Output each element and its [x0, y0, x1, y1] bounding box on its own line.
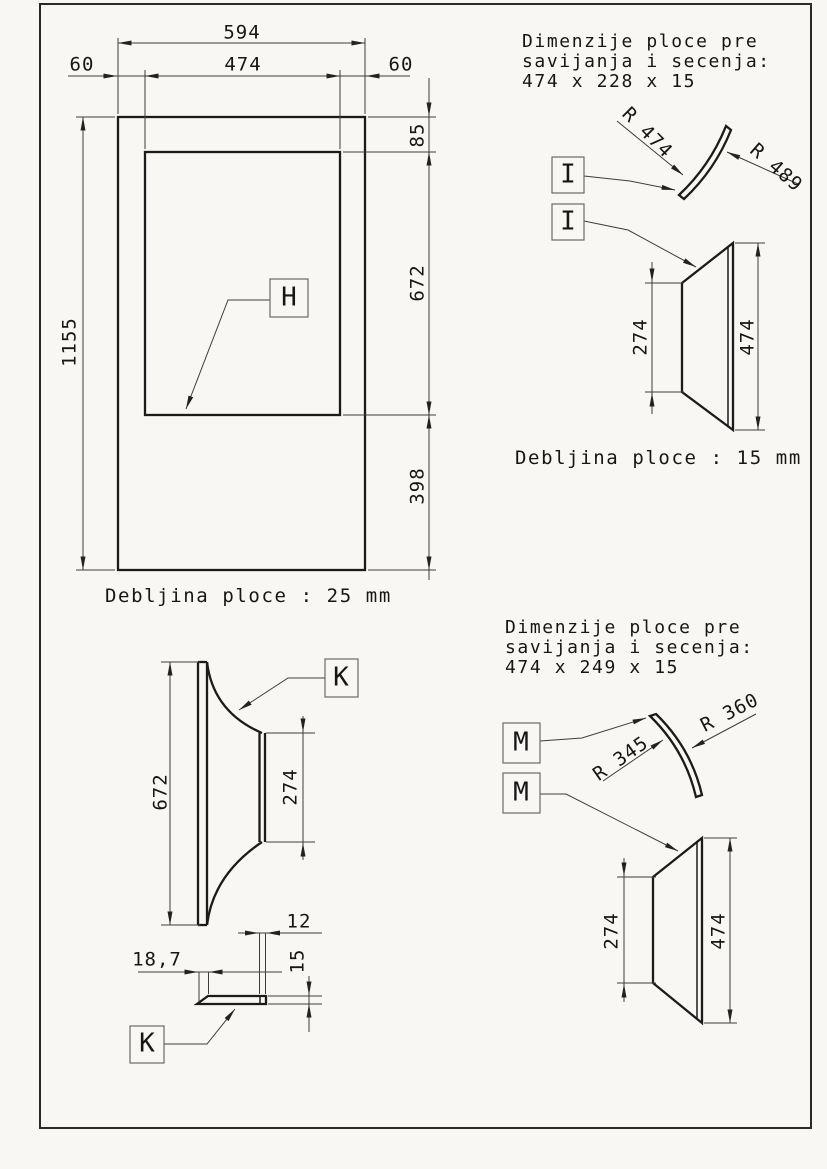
flat-plate-i [682, 243, 733, 430]
caption-thickness-15: Debljina ploce : 15 mm [515, 447, 802, 469]
label-h-leader [186, 300, 270, 409]
label-m2: M [513, 777, 529, 808]
dimension-lines [68, 43, 429, 580]
note-line: savijanja i secenja: [505, 637, 754, 658]
label-m2-leader [540, 794, 678, 851]
dim-1155: 1155 [58, 317, 81, 367]
label-i2-leader [584, 221, 696, 267]
label-h: H [281, 282, 297, 313]
dim-60-right: 60 [388, 53, 414, 76]
caption-thickness-25: Debljina ploce : 25 mm [105, 585, 392, 607]
radius-r345: R 345 [588, 731, 653, 786]
dim-18-7: 18,7 [132, 948, 182, 971]
dim-274-k: 274 [279, 768, 302, 806]
dim-672-main: 672 [406, 264, 429, 302]
label-i1: I [560, 159, 576, 190]
plate-opening-outline [145, 152, 340, 415]
main-view-linework [68, 38, 436, 580]
dim-60-left: 60 [69, 53, 95, 76]
flared-plate-k [198, 662, 265, 925]
dim-672-k: 672 [149, 773, 172, 811]
plate-outer-outline [118, 117, 365, 570]
dim-274-m: 274 [600, 912, 623, 950]
label-i2: I [560, 206, 576, 237]
dim-12: 12 [286, 910, 312, 933]
bent-strip-section-m [650, 714, 702, 797]
edge-section-k [197, 996, 266, 1004]
flat-plate-m [653, 838, 702, 1023]
radius-r474: R 474 [617, 102, 678, 163]
note-line: savijanja i secenja: [522, 51, 771, 72]
note-piece-m [505, 618, 754, 678]
dim-274-i: 274 [629, 318, 652, 356]
dim-474-top: 474 [224, 53, 262, 76]
dim-398: 398 [406, 467, 429, 505]
label-m1: M [513, 727, 529, 758]
note-piece-i [522, 32, 771, 92]
piece-k-linework [130, 659, 358, 1063]
dim-85: 85 [406, 122, 429, 148]
dim-474-m: 474 [707, 912, 730, 950]
dim-15: 15 [286, 948, 309, 974]
dim-474-i: 474 [736, 318, 759, 356]
note-line: Dimenzije ploce pre [505, 617, 742, 638]
label-i1-leader [584, 176, 675, 190]
radius-r489: R 489 [745, 138, 807, 197]
dim-594: 594 [223, 21, 261, 44]
label-k1-leader [239, 678, 325, 710]
bent-strip-section-i [679, 126, 731, 199]
label-k2: K [139, 1028, 155, 1059]
radius-r360: R 360 [697, 688, 763, 737]
label-k2-leader [164, 1009, 235, 1044]
note-line: 474 x 249 x 15 [505, 657, 680, 678]
label-k1: K [333, 662, 349, 693]
note-line: 474 x 228 x 15 [522, 71, 697, 92]
note-line: Dimenzije ploce pre [522, 31, 759, 52]
